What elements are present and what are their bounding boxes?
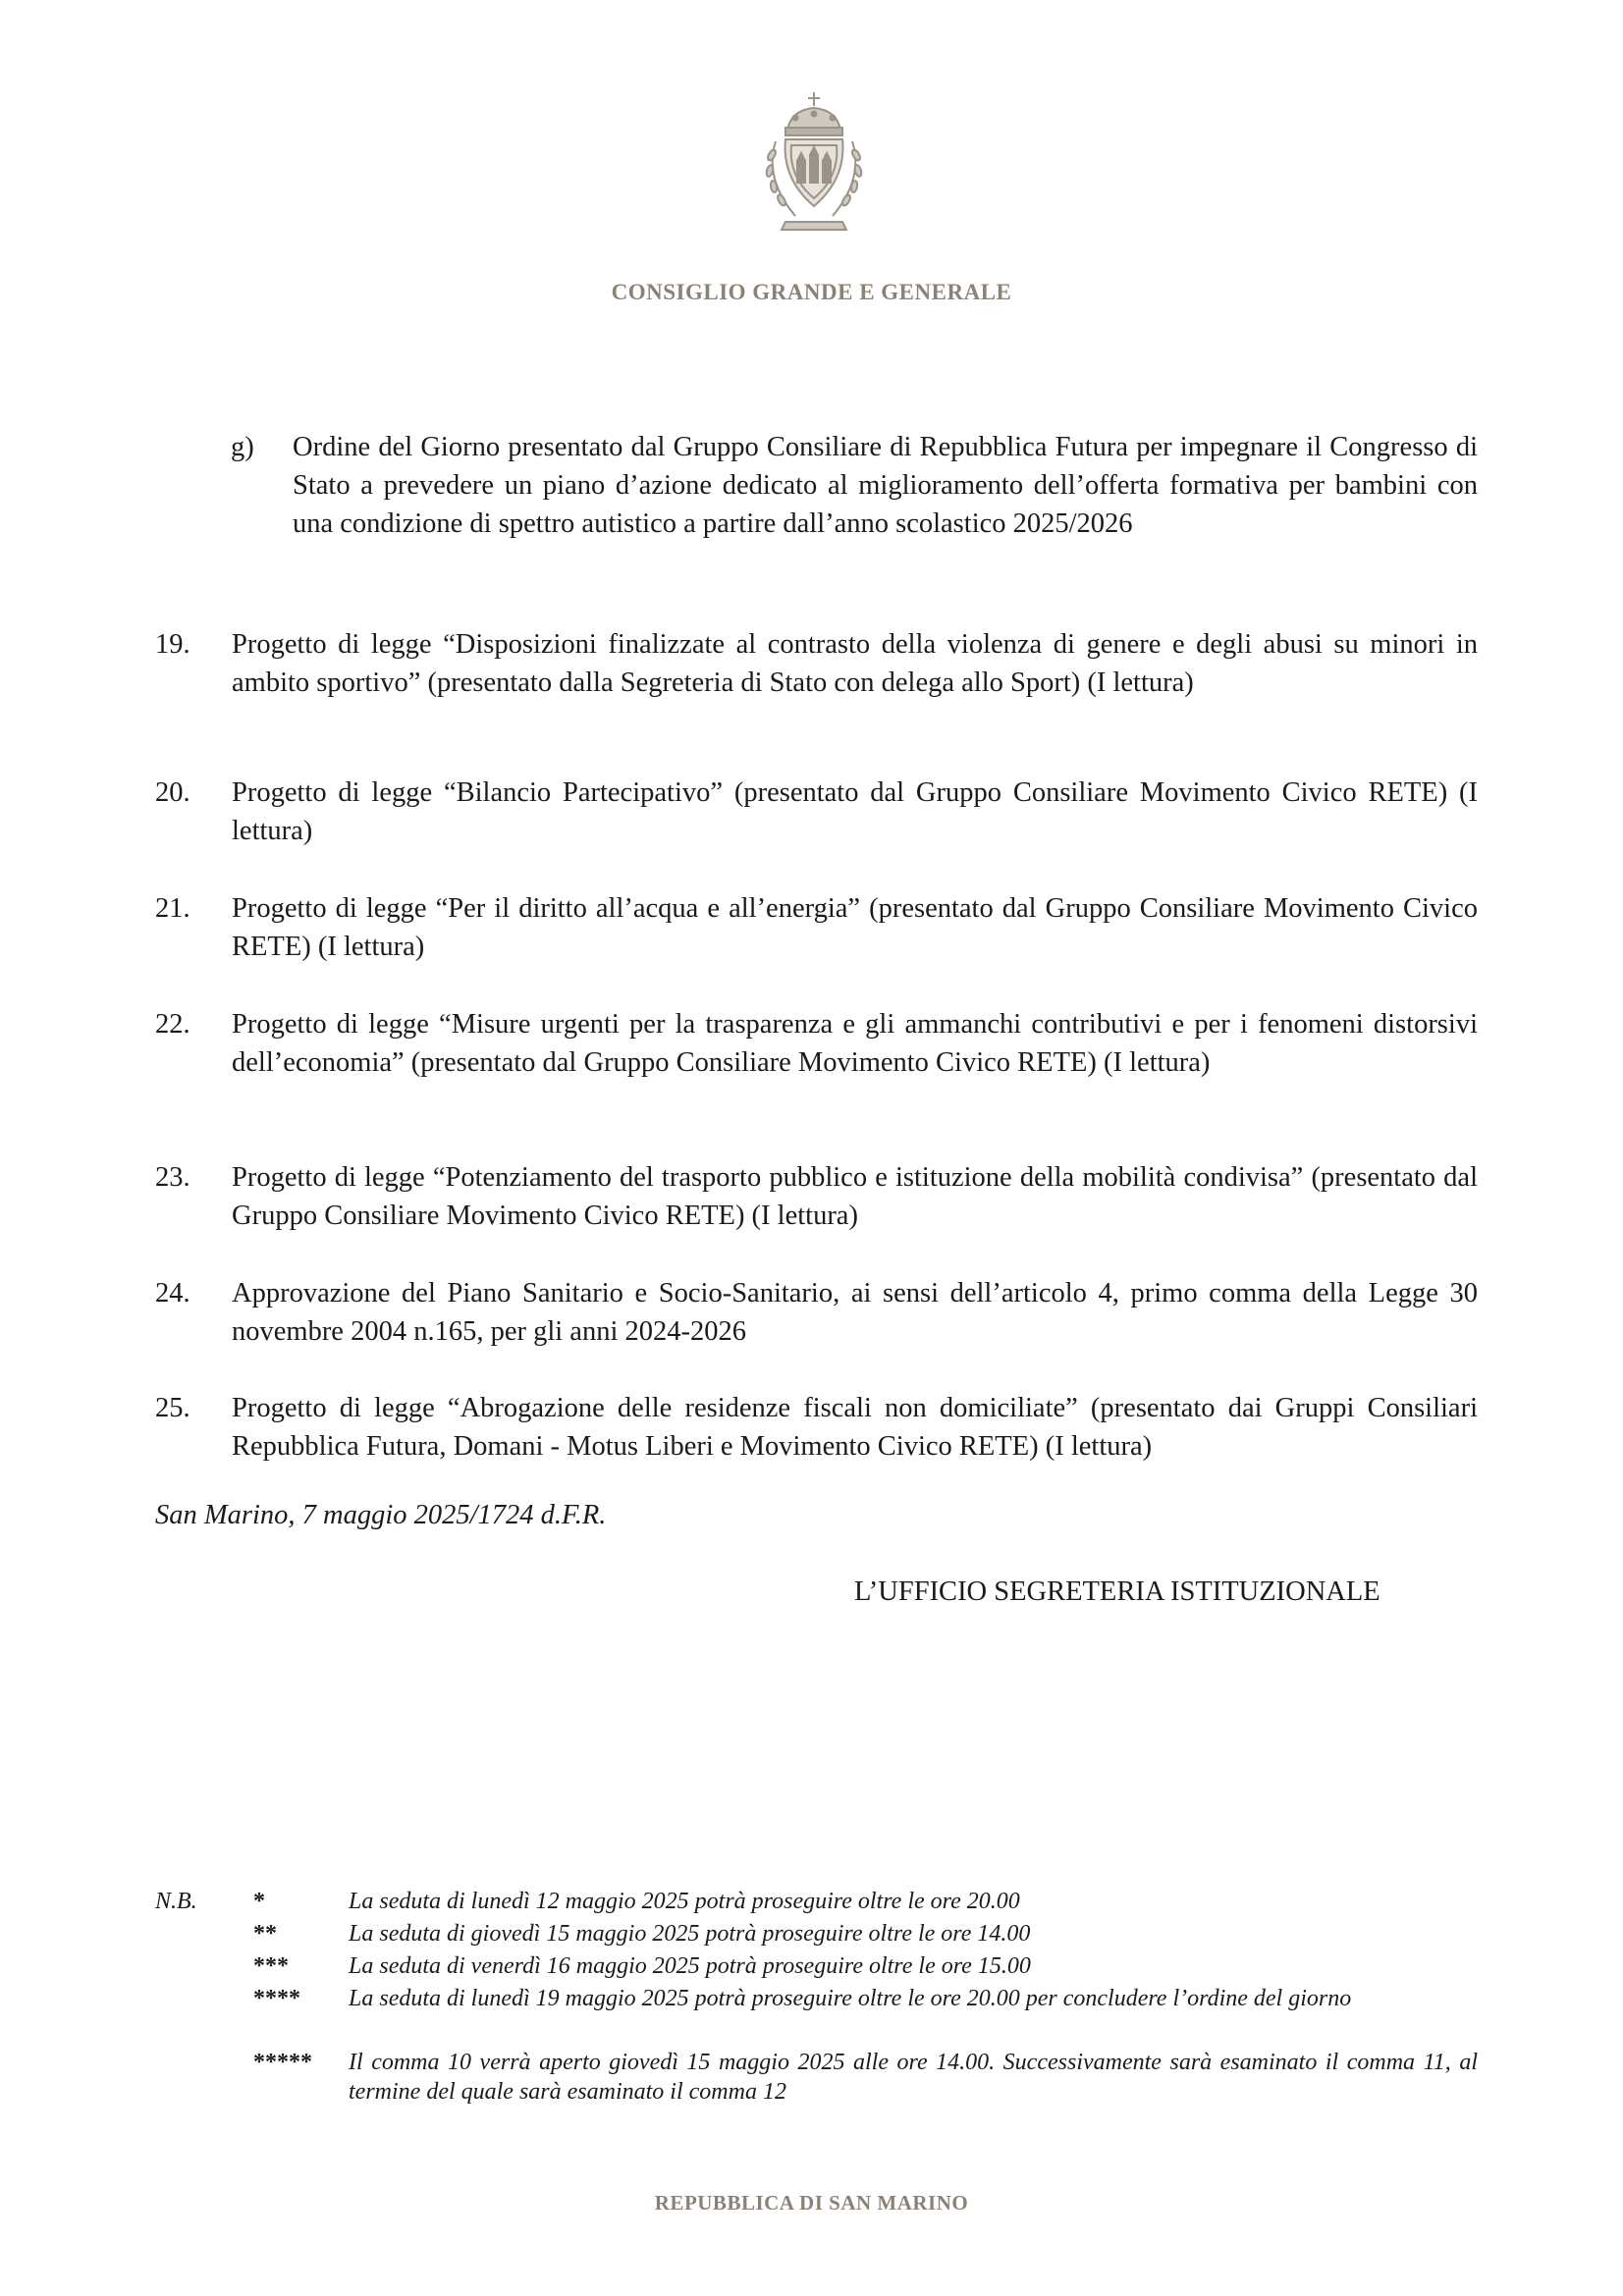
agenda-item-text: Progetto di legge “Misure urgenti per la trasparenza e gli ammanchi contributivi e per i fenomeni distorsivi dell’economia” (presentato dal Gruppo Consiliare Movimento Civico RETE) (I lettura) [232, 1009, 1478, 1078]
agenda-item-text: Progetto di legge “Abrogazione delle residenze fiscali non domiciliate” (presentato dai Gruppi Consiliari Repubblica Futura, Domani - Motus Liberi e Movimento Civico RETE) (I lettura) [232, 1393, 1478, 1462]
note-text: La seduta di giovedì 15 maggio 2025 potrà proseguire oltre le ore 14.00 [349, 1921, 1031, 1947]
note-stars: **** [253, 1986, 300, 2011]
agenda-item-text: Progetto di legge “Bilancio Partecipativo” (presentato dal Gruppo Consiliare Movimento Civico RETE) (I lettura) [232, 777, 1478, 846]
san-marino-coat-of-arms-icon [746, 90, 882, 247]
agenda-item-number: 25. [155, 1393, 190, 1423]
note-text: Il comma 10 verrà aperto giovedì 15 maggio 2025 alle ore 14.00. Successivamente sarà esaminato il comma 11, al termine del quale sarà esaminato il comma 12 [349, 2050, 1478, 2105]
notes-label: N.B. [155, 1889, 197, 1914]
note-stars: ** [253, 1921, 277, 1947]
agenda-item-text: Approvazione del Piano Sanitario e Socio-Sanitario, ai sensi dell’articolo 4, primo comma della Legge 30 novembre 2004 n.165, per gli anni 2024-2026 [232, 1278, 1478, 1347]
agenda-item-text: Progetto di legge “Potenziamento del trasporto pubblico e istituzione della mobilità condivisa” (presentato dal Gruppo Consiliare Movimento Civico RETE) (I lettura) [232, 1162, 1478, 1231]
agenda-item-text: Progetto di legge “Per il diritto all’acqua e all’energia” (presentato dal Gruppo Consiliare Movimento Civico RETE) (I lettura) [232, 893, 1478, 962]
agenda-item-text: Progetto di legge “Disposizioni finalizzate al contrasto della violenza di genere e degli abusi su minori in ambito sportivo” (presentato dalla Segreteria di Stato con delega allo Sport) (I lettura) [232, 629, 1478, 698]
agenda-item-number: 20. [155, 777, 190, 808]
footer-text: REPUBBLICA DI SAN MARINO [654, 2191, 969, 2215]
agenda-item-number: 21. [155, 893, 190, 924]
note-text: La seduta di venerdì 16 maggio 2025 potrà proseguire oltre le ore 15.00 [349, 1953, 1031, 1979]
agenda-item-number: 24. [155, 1278, 190, 1308]
header-title: CONSIGLIO GRANDE E GENERALE [611, 280, 1012, 304]
note-text: La seduta di lunedì 12 maggio 2025 potrà proseguire oltre le ore 20.00 [349, 1889, 1020, 1914]
note-stars: *** [253, 1953, 289, 1979]
note-text: La seduta di lunedì 19 maggio 2025 potrà proseguire oltre le ore 20.00 per concludere l’ordine del giorno [349, 1986, 1352, 2011]
agenda-item-number: 23. [155, 1162, 190, 1193]
signature: L’UFFICIO SEGRETERIA ISTITUZIONALE [854, 1576, 1380, 1607]
agenda-item-number: 19. [155, 629, 190, 660]
sub-item-label: g) [231, 432, 254, 462]
note-stars: * [253, 1889, 265, 1914]
sub-item-text: Ordine del Giorno presentato dal Gruppo Consiliare di Repubblica Futura per impegnare il Congresso di Stato a prevedere un piano d’azione dedicato al miglioramento dell’offerta formativa per bambini con una condizione di spettro autistico a partire dall’anno scolastico 2025/2026 [293, 432, 1478, 539]
date-line: San Marino, 7 maggio 2025/1724 d.F.R. [155, 1500, 607, 1530]
note-stars: ***** [253, 2050, 312, 2075]
agenda-item-number: 22. [155, 1009, 190, 1040]
